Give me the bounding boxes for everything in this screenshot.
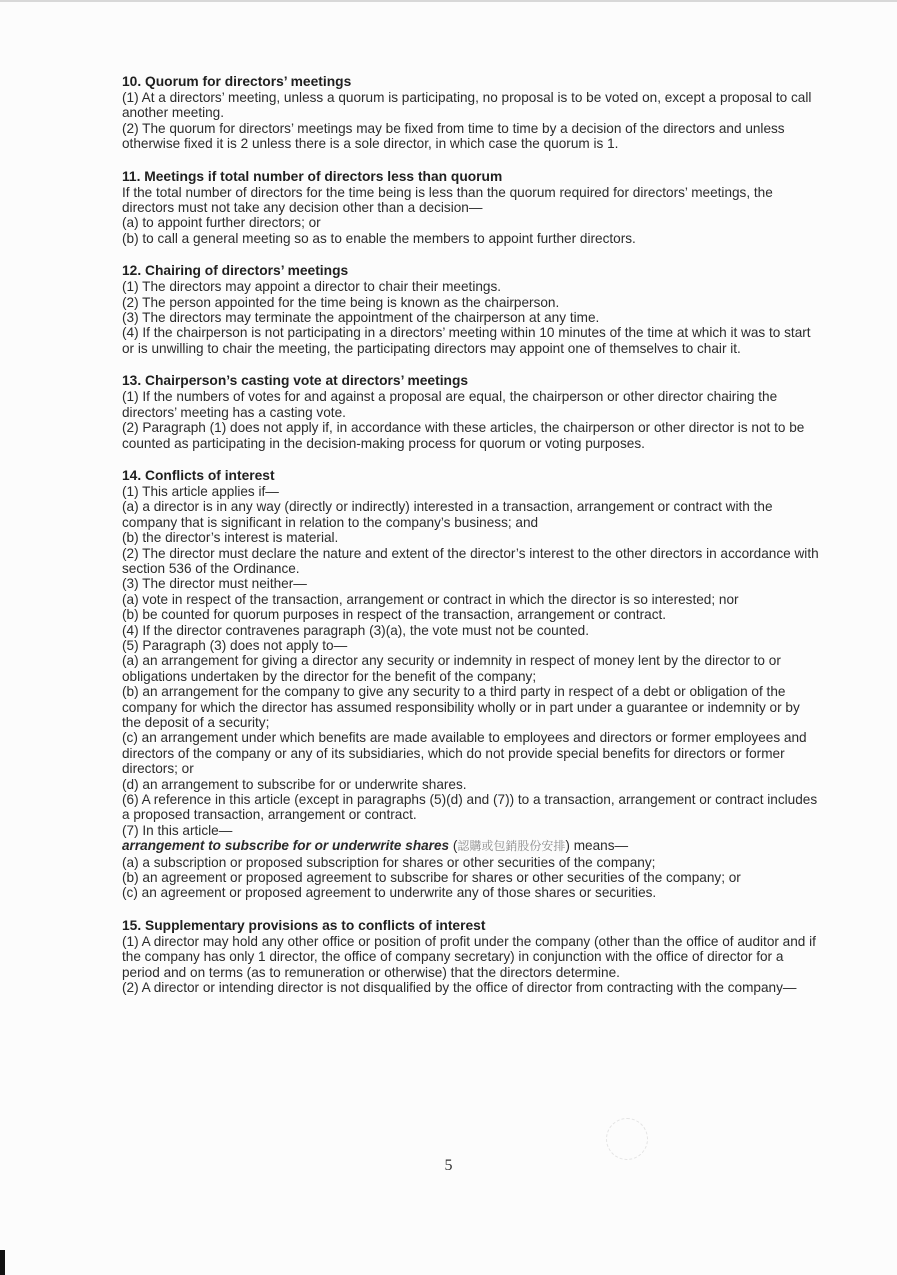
paragraph: (b) an arrangement for the company to give any security to a third party in respect of a debt or obligation of the company for which the director has assumed responsibility wholly or in part under a guarantee or indemnity or by the deposit of a security; [122, 684, 800, 730]
section-10 [122, 74, 820, 152]
paragraph: (6) A reference in this article (except in paragraphs (5)(d) and (7)) to a transaction, arrangement or contract includes a proposed transaction, arrangement or contract. [122, 792, 818, 823]
section-heading: 15. Supplementary provisions as to conflicts of interest [122, 917, 486, 933]
paragraph: (a) an arrangement for giving a director any security or indemnity in respect of money lent by the director to or obligations undertaken by the director for the benefit of the company; [122, 653, 781, 684]
section-13 [122, 373, 820, 451]
paragraph: (2) The director must declare the nature and extent of the director’s interest to the other directors in accordance with section 536 of the Ordinance. [122, 545, 819, 576]
paragraph: (a) a director is in any way (directly or indirectly) interested in a transaction, arrangement or contract with the company that is significant in relation to the company’s business; and [122, 499, 773, 530]
section-heading: 13. Chairperson’s casting vote at directors’ meetings [122, 373, 469, 389]
section-11 [122, 169, 820, 247]
paragraph: (1) At a directors’ meeting, unless a quorum is participating, no proposal is to be voted on, except a proposal to call another meeting. [122, 90, 812, 121]
paragraph: (2) The person appointed for the time being is known as the chairperson. [122, 294, 560, 310]
scan-edge-line [0, 0, 897, 2]
paragraph: (2) A director or intending director is not disqualified by the office of director from contracting with the company— [122, 980, 797, 996]
scan-smudge [606, 1118, 648, 1160]
paragraph: (b) to call a general meeting so as to enable the members to appoint further directors. [122, 230, 636, 246]
section-heading: 12. Chairing of directors’ meetings [122, 263, 349, 279]
section-heading: 10. Quorum for directors’ meetings [122, 74, 352, 89]
scan-edge-mark [0, 1250, 5, 1275]
paragraph: (7) In this article— [122, 822, 233, 838]
paragraph: (b) the director’s interest is material. [122, 530, 339, 546]
section-heading: 14. Conflicts of interest [122, 467, 275, 483]
section-14 [122, 468, 820, 901]
paragraph: (d) an arrangement to subscribe for or underwrite shares. [122, 776, 467, 792]
paragraph: (2) Paragraph (1) does not apply if, in accordance with these articles, the chairperson or other director is not to be counted as participating in the decision-making process for quorum or voting purposes. [122, 420, 805, 451]
paragraph: (4) If the director contravenes paragraph (3)(a), the vote must not be counted. [122, 622, 589, 638]
paragraph: (1) This article applies if— [122, 483, 279, 499]
paragraph: (1) A director may hold any other office or position of profit under the company (other than the office of auditor and if the company has only 1 director, the office of company secretary) in conjunction with the office of director for a period and on terms (as to remuneration or otherwise) that the directors determine. [122, 933, 816, 980]
page-number: 5 [444, 1157, 453, 1174]
definition-line [122, 838, 820, 854]
definition-open-paren: ( [449, 838, 458, 854]
paragraph: (b) an agreement or proposed agreement to subscribe for shares or other securities of the company; or [122, 870, 741, 886]
paragraph: (1) If the numbers of votes for and against a proposal are equal, the chairperson or other director chairing the directors’ meeting has a casting vote. [122, 389, 778, 420]
paragraph: (a) a subscription or proposed subscription for shares or other securities of the company; [122, 854, 656, 870]
definition-tail: ) means— [565, 838, 629, 854]
paragraph: (3) The directors may terminate the appointment of the chairperson at any time. [122, 310, 600, 326]
paragraph: (3) The director must neither— [122, 576, 307, 592]
paragraph: (c) an agreement or proposed agreement to underwrite any of those shares or securities. [122, 885, 657, 901]
document-body [122, 74, 820, 1013]
paragraph: (5) Paragraph (3) does not apply to— [122, 637, 348, 653]
paragraph: (b) be counted for quorum purposes in respect of the transaction, arrangement or contract. [122, 607, 667, 623]
paragraph: (a) vote in respect of the transaction, arrangement or contract in which the director is so interested; nor [122, 591, 739, 607]
paragraph: (4) If the chairperson is not participating in a directors’ meeting within 10 minutes of the time at which it was to start or is unwilling to chair the meeting, the participating directors may appoint one of themselves to chair it. [122, 325, 811, 356]
section-heading: 11. Meetings if total number of directors less than quorum [122, 168, 503, 184]
paragraph: (c) an arrangement under which benefits are made available to employees and directors or former employees and directors of the company or any of its subsidiaries, which do not provide special benefits for directors or former directors; or [122, 730, 807, 777]
paragraph: If the total number of directors for the time being is less than the quorum required for directors’ meetings, the directors must not take any decision other than a decision— [122, 184, 773, 216]
defined-term: arrangement to subscribe for or underwrite shares [122, 838, 450, 854]
defined-term-chinese: 認購或包銷股份安排 [457, 839, 566, 854]
paragraph: (1) The directors may appoint a director to chair their meetings. [122, 279, 502, 295]
paragraph: (2) The quorum for directors’ meetings may be fixed from time to time by a decision of the directors and unless otherwise fixed it is 2 unless there is a sole director, in which case the quorum is 1. [122, 120, 785, 152]
section-12 [122, 263, 820, 356]
paragraph: (a) to appoint further directors; or [122, 215, 321, 231]
section-15 [122, 918, 820, 996]
